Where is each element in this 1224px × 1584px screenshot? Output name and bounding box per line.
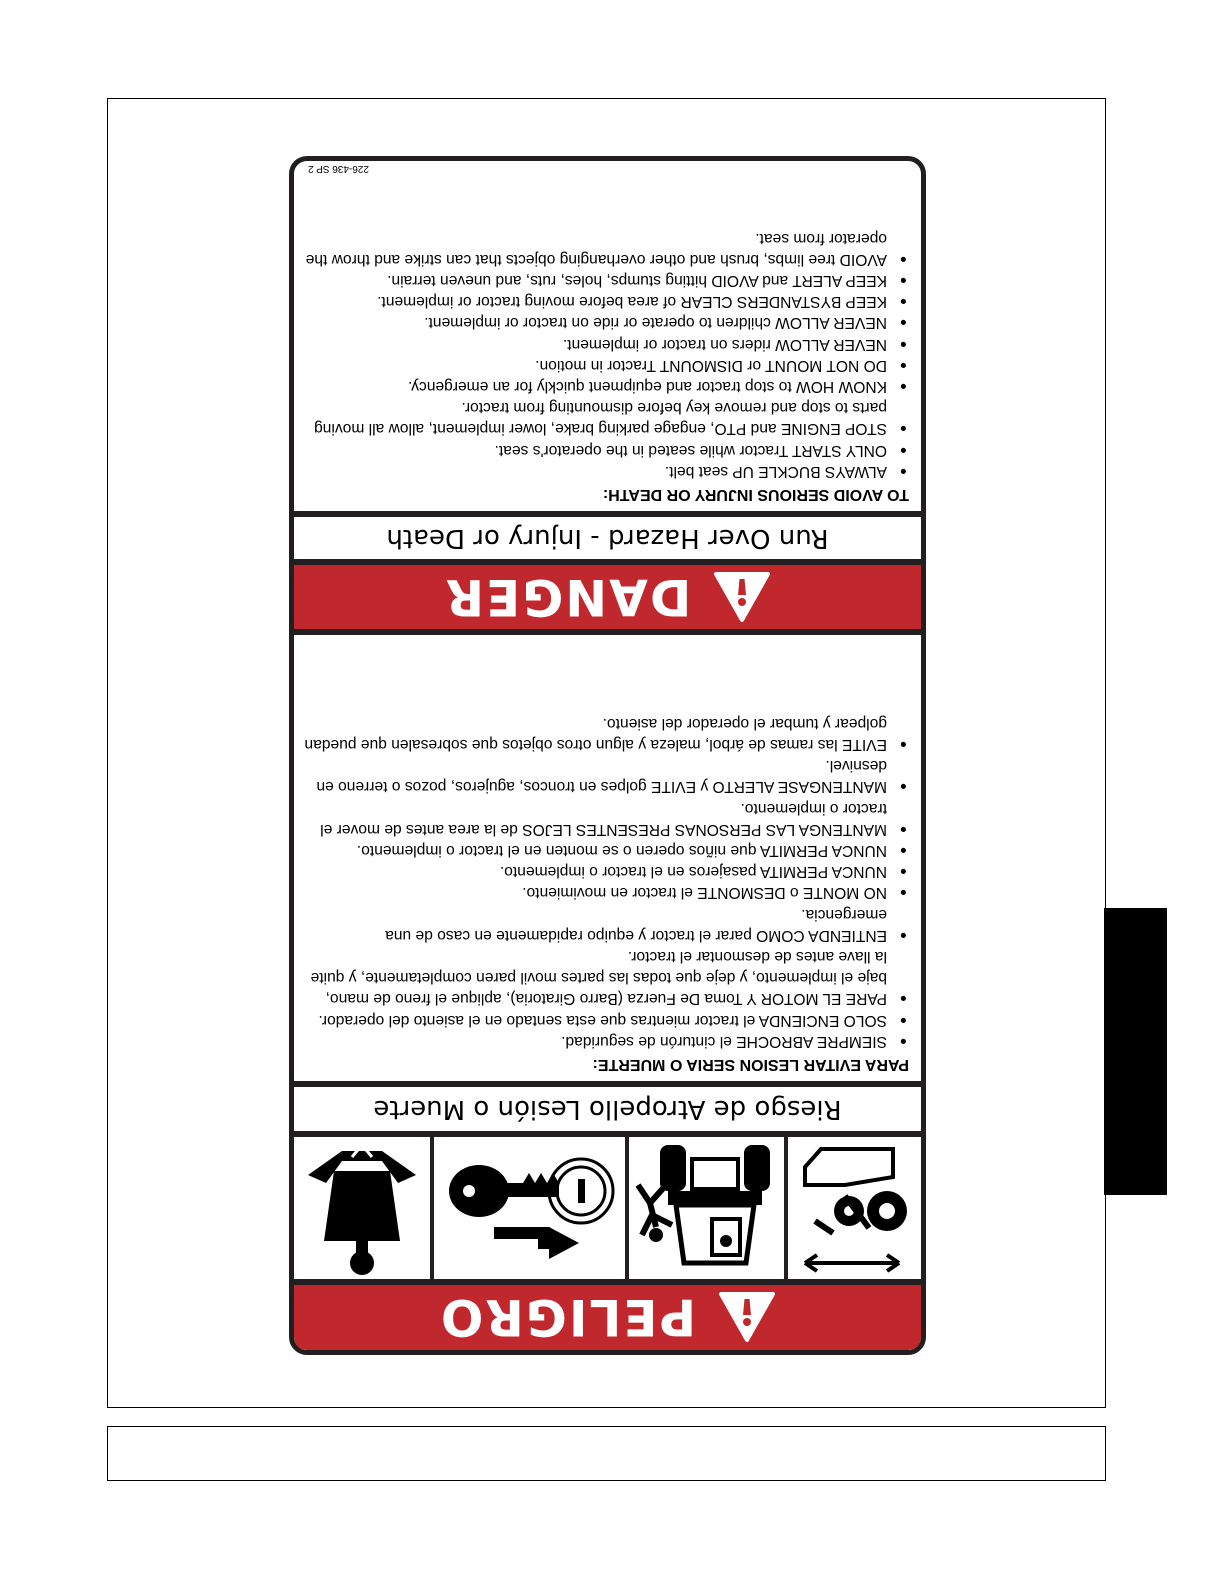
divider xyxy=(294,1081,921,1087)
spanish-instructions xyxy=(294,635,921,1081)
spanish-lead: PARA EVITAR LESION SERIA O MUERTE: xyxy=(592,1056,909,1073)
list-item: ● AVOID tree limbs, brush and other overhanging objects that can strike and throw the operator from seat. xyxy=(304,227,909,269)
list-item: ● MANTENGA LAS PERSONAS PRESENTES LEJOS de la area antes de mover el tractor o implemento. xyxy=(304,797,909,839)
english-instructions xyxy=(294,161,921,511)
pictogram-row xyxy=(294,1137,921,1279)
divider xyxy=(294,511,921,517)
list-item: ● SOLO ENCIENDA el tractor mientras que esta sentado en el asiento del operador. xyxy=(304,1009,909,1030)
list-item: ● ONLY START Tractor while seated in the operator's seat. xyxy=(304,439,909,460)
section-tab xyxy=(1104,908,1167,1195)
remove-key-icon xyxy=(434,1137,625,1279)
footer-box xyxy=(107,1426,1106,1481)
english-hazard-title: Run Over Hazard - Injury or Death xyxy=(386,523,829,553)
divider xyxy=(294,1279,921,1285)
divider xyxy=(294,559,921,565)
list-item: ● NEVER ALLOW riders on tractor or implement. xyxy=(304,333,909,354)
list-item: ● STOP ENGINE and PTO, engage parking brake, lower implement, allow all moving parts to stop and remove key before dismounting from tractor. xyxy=(304,397,909,439)
list-item: ● EVITE las ramas de árbol, maleza y algun otros objetos que sobresalen que puedan golpear y tumbar el operador del asiento. xyxy=(304,713,909,755)
list-item: ● MANTENGASE ALERTO y EVITE golpes en troncos, agujeros, pozos o terreno en desnivel. xyxy=(304,755,909,797)
list-item: ● NUNCA PERMITA pasajeros en el tractor o implemento. xyxy=(304,861,909,882)
list-item: ● PARE EL MOTOR Y Toma De Fuerza (Barro Giratoria), aplique el freno de mano, baje el implemento, y deje que todas las partes movil paren completamente, y quite la llave antes de desmontar el tractor. xyxy=(304,946,909,1010)
tractor-run-over-icon xyxy=(629,1137,784,1279)
list-item: ● ENTIENDA COMO parar el tractor y equipo rapidamente en caso de una emergencia. xyxy=(304,903,909,945)
list-item: ● NUNCA PERMITA que niños operen o se monten en el tractor o implemento. xyxy=(304,840,909,861)
divider xyxy=(294,1131,921,1137)
spanish-hazard-title: Riesgo de Atropello Lesión o Muerte xyxy=(373,1094,842,1124)
rotating-parts-icon xyxy=(788,1137,921,1279)
danger-banner xyxy=(294,565,921,629)
alert-triangle-icon xyxy=(713,571,771,623)
driveline-entanglement-icon xyxy=(294,1137,430,1279)
list-item: ● ALWAYS BUCKLE UP seat belt. xyxy=(304,461,909,482)
list-item: ● KEEP ALERT and AVOID hitting stumps, holes, ruts, and uneven terrain. xyxy=(304,270,909,291)
safety-decal xyxy=(289,156,926,1355)
peligro-banner xyxy=(294,1285,921,1350)
divider xyxy=(294,629,921,635)
list-item: ● KNOW HOW to stop tractor and equipment quickly for an emergency. xyxy=(304,376,909,397)
alert-triangle-icon xyxy=(718,1292,776,1344)
list-item: ● NO MONTE o DESMONTE el tractor en movimiento. xyxy=(304,882,909,903)
part-number: 226-436 SP 2 xyxy=(308,163,369,174)
danger-word: DANGER xyxy=(443,568,692,626)
peligro-word: PELIGRO xyxy=(438,1288,697,1347)
list-item: ● KEEP BYSTANDERS CLEAR of area before moving tractor or implement. xyxy=(304,291,909,312)
list-item: ● SIEMPRE ABROCHE el cinturón de seguridad. xyxy=(304,1031,909,1052)
list-item: ● NEVER ALLOW children to operate or ride on tractor or implement. xyxy=(304,312,909,333)
english-lead: TO AVOID SERIOUS INJURY OR DEATH: xyxy=(602,486,909,503)
list-item: ● DO NOT MOUNT or DISMOUNT Tractor in motion. xyxy=(304,355,909,376)
